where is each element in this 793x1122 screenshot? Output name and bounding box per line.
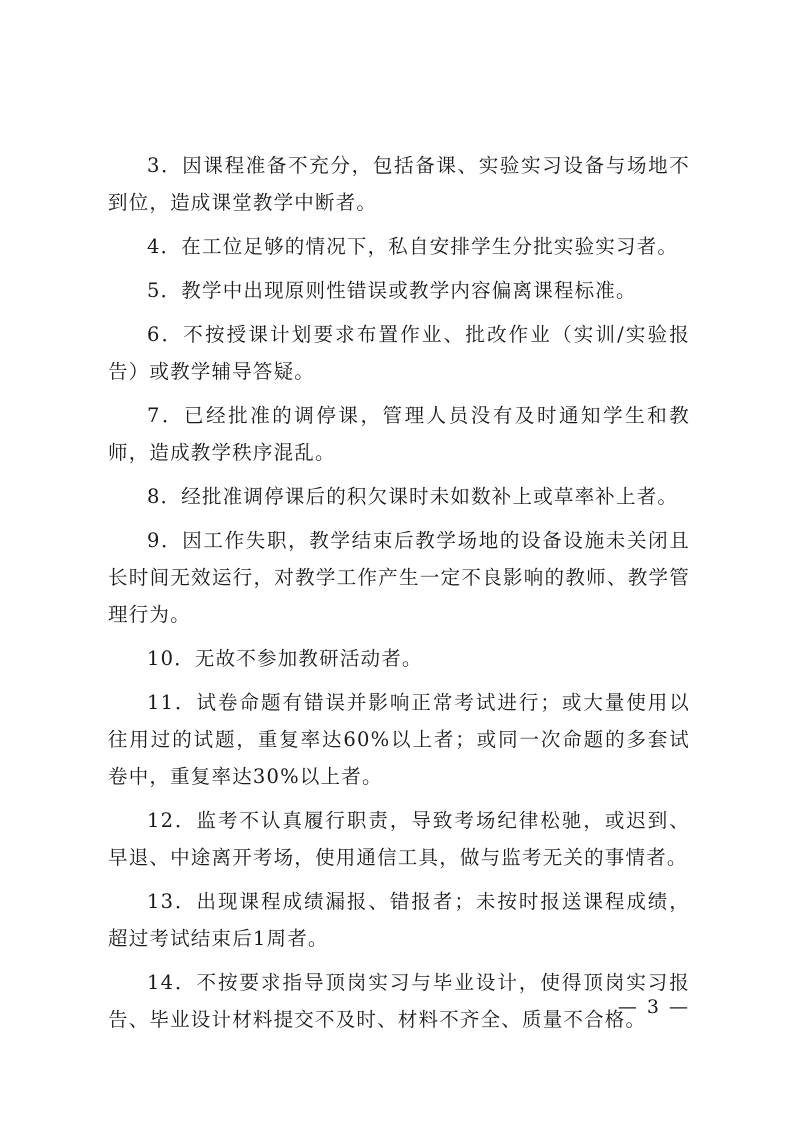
paragraph-item-13: 13．出现课程成绩漏报、错报者；未按时报送课程成绩，超过考试结束后1周者。 <box>108 890 690 950</box>
paragraph-item-3: 3．因课程准备不充分，包括备课、实验实习设备与场地不到位，造成课堂教学中断者。 <box>108 154 690 214</box>
page-number: — 3 — <box>617 996 690 1018</box>
paragraph-item-8: 8．经批准调停课后的积欠课时未如数补上或草率补上者。 <box>147 485 679 508</box>
paragraph-item-10: 10．无故不参加教研活动者。 <box>147 647 423 670</box>
paragraph-item-4: 4．在工位足够的情况下，私自安排学生分批实验实习者。 <box>147 235 679 258</box>
paragraph-item-9: 9．因工作失职，教学结束后教学场地的设备设施未关闭且长时间无效运行，对教学工作产生一定不良影响的教师、教学管理行为。 <box>108 529 690 626</box>
paragraph-item-5: 5．教学中出现原则性错误或教学内容偏离课程标准。 <box>147 279 637 302</box>
paragraph-item-6: 6．不按授课计划要求布置作业、批改作业（实训/实验报告）或教学辅导答疑。 <box>108 323 690 383</box>
document-body <box>108 147 690 1045</box>
paragraph-item-7: 7．已经批准的调停课，管理人员没有及时通知学生和教师，造成教学秩序混乱。 <box>108 404 690 464</box>
paragraph-item-14: 14．不按要求指导顶岗实习与毕业设计，使得顶岗实习报告、毕业设计材料提交不及时、材料不齐全、质量不合格。 <box>108 971 690 1031</box>
paragraph-item-12: 12．监考不认真履行职责，导致考场纪律松驰，或迟到、早退、中途离开考场，使用通信工具，做与监考无关的事情者。 <box>108 809 690 869</box>
paragraph-item-11: 11．试卷命题有错误并影响正常考试进行；或大量使用以往用过的试题，重复率达60%以上者；或同一次命题的多套试卷中，重复率达30%以上者。 <box>108 691 690 788</box>
